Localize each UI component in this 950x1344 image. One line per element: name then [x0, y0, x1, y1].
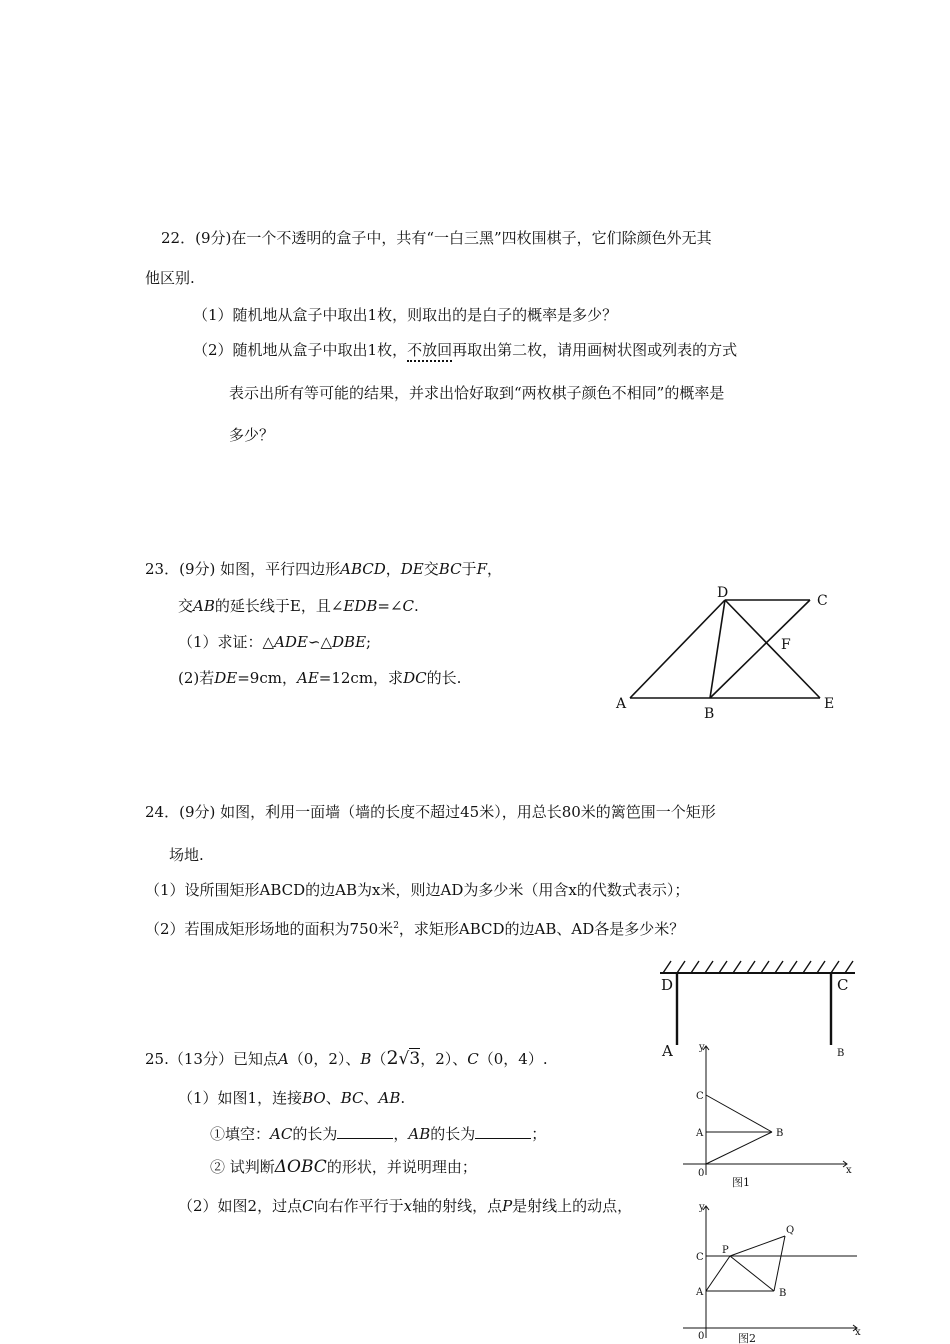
label-b: B	[837, 1048, 845, 1059]
label-a: A	[662, 1042, 673, 1060]
blank-ab[interactable]	[475, 1124, 531, 1139]
line-de	[725, 600, 820, 698]
q25-figure2	[675, 1200, 865, 1344]
q23-part2: (2)若DE=9cm，AE=12cm，求DC的长.	[178, 669, 462, 687]
q22-line2: 他区别.	[145, 269, 195, 287]
q22-part1: （1）随机地从盒子中取出1枚，则取出的是白子的概率是多少？	[193, 306, 618, 324]
segment-pq	[730, 1236, 785, 1256]
q22-emphasis: 不放回	[407, 341, 452, 362]
label-c: C	[817, 593, 828, 609]
segment-pb	[730, 1256, 774, 1291]
segment-ap	[706, 1256, 730, 1291]
line-bd	[710, 600, 725, 698]
label-p: P	[722, 1245, 729, 1256]
q22-part2-line3: 多少？	[229, 426, 275, 444]
label-d: D	[661, 976, 674, 994]
segment-cb	[706, 1095, 772, 1132]
q25-part1: （1）如图1，连接BO、BC、AB.	[178, 1089, 406, 1107]
segment-qb	[774, 1236, 785, 1291]
q25-line1: 25.（13分）已知点A（0，2）、B（2√3，2）、C（0，4）.	[145, 1047, 548, 1069]
label-f: F	[781, 637, 791, 653]
label-y: y	[699, 1042, 705, 1053]
label-b: B	[704, 706, 715, 722]
q25-sub1: ①填空：AC的长为 ，AB的长为 ；	[210, 1125, 547, 1143]
q24-line2: 场地.	[169, 846, 204, 864]
caption-fig2: 图2	[738, 1332, 756, 1344]
q23-line1: 23．(9分) 如图，平行四边形ABCD，DE交BC于F，	[145, 560, 502, 578]
q25-sub2: ② 试判断ΔOBC的形状，并说明理由；	[210, 1157, 477, 1177]
q23-line2: 交AB的延长线于E，且∠EDB=∠C.	[178, 597, 419, 615]
label-o: 0	[698, 1168, 705, 1179]
label-y: y	[699, 1202, 705, 1213]
label-o: 0	[698, 1331, 705, 1342]
q22-line1: 22．(9分)在一个不透明的盒子中，共有“一白三黑”四枚围棋子，它们除颜色外无其	[161, 229, 712, 247]
label-b: B	[776, 1128, 784, 1139]
caption-fig1: 图1	[732, 1176, 750, 1189]
line-ad	[630, 600, 725, 698]
label-c: C	[696, 1252, 704, 1263]
q25-figure1	[675, 1040, 860, 1190]
segment-ob	[706, 1132, 772, 1164]
q23-figure	[600, 580, 850, 720]
line-bc	[710, 600, 810, 698]
label-x: x	[855, 1327, 861, 1338]
label-d: D	[717, 585, 729, 601]
blank-ac[interactable]	[337, 1124, 393, 1139]
q25-part2: （2）如图2，过点C向右作平行于x轴的射线，点P是射线上的动点，	[178, 1197, 633, 1215]
label-b: B	[779, 1288, 787, 1299]
label-q: Q	[786, 1225, 795, 1236]
q24-line1: 24．(9分) 如图，利用一面墙（墙的长度不超过45米），用总长80米的篱笆围一个矩形	[145, 803, 716, 821]
label-x: x	[846, 1165, 852, 1176]
q22-part2-line1: （2）随机地从盒子中取出1枚，不放回再取出第二枚，请用画树状图或列表的方式	[193, 340, 737, 360]
label-c: C	[837, 976, 849, 994]
label-a: A	[616, 696, 627, 712]
label-e: E	[824, 696, 835, 712]
label-a: A	[696, 1287, 704, 1298]
label-c: C	[696, 1091, 704, 1102]
q24-part1: （1）设所围矩形ABCD的边AB为x米，则边AD为多少米（用含x的代数式表示）；	[145, 881, 690, 899]
q23-part1: （1）求证：△ADE∽△DBE;	[178, 633, 372, 651]
label-a: A	[696, 1128, 704, 1139]
q22-part2-line2: 表示出所有等可能的结果，并求出恰好取到“两枚棋子颜色不相同”的概率是	[229, 384, 725, 402]
q24-part2: （2）若围成矩形场地的面积为750米$^2$，求矩形ABCD的边AB、AD各是多少米？	[145, 920, 685, 938]
